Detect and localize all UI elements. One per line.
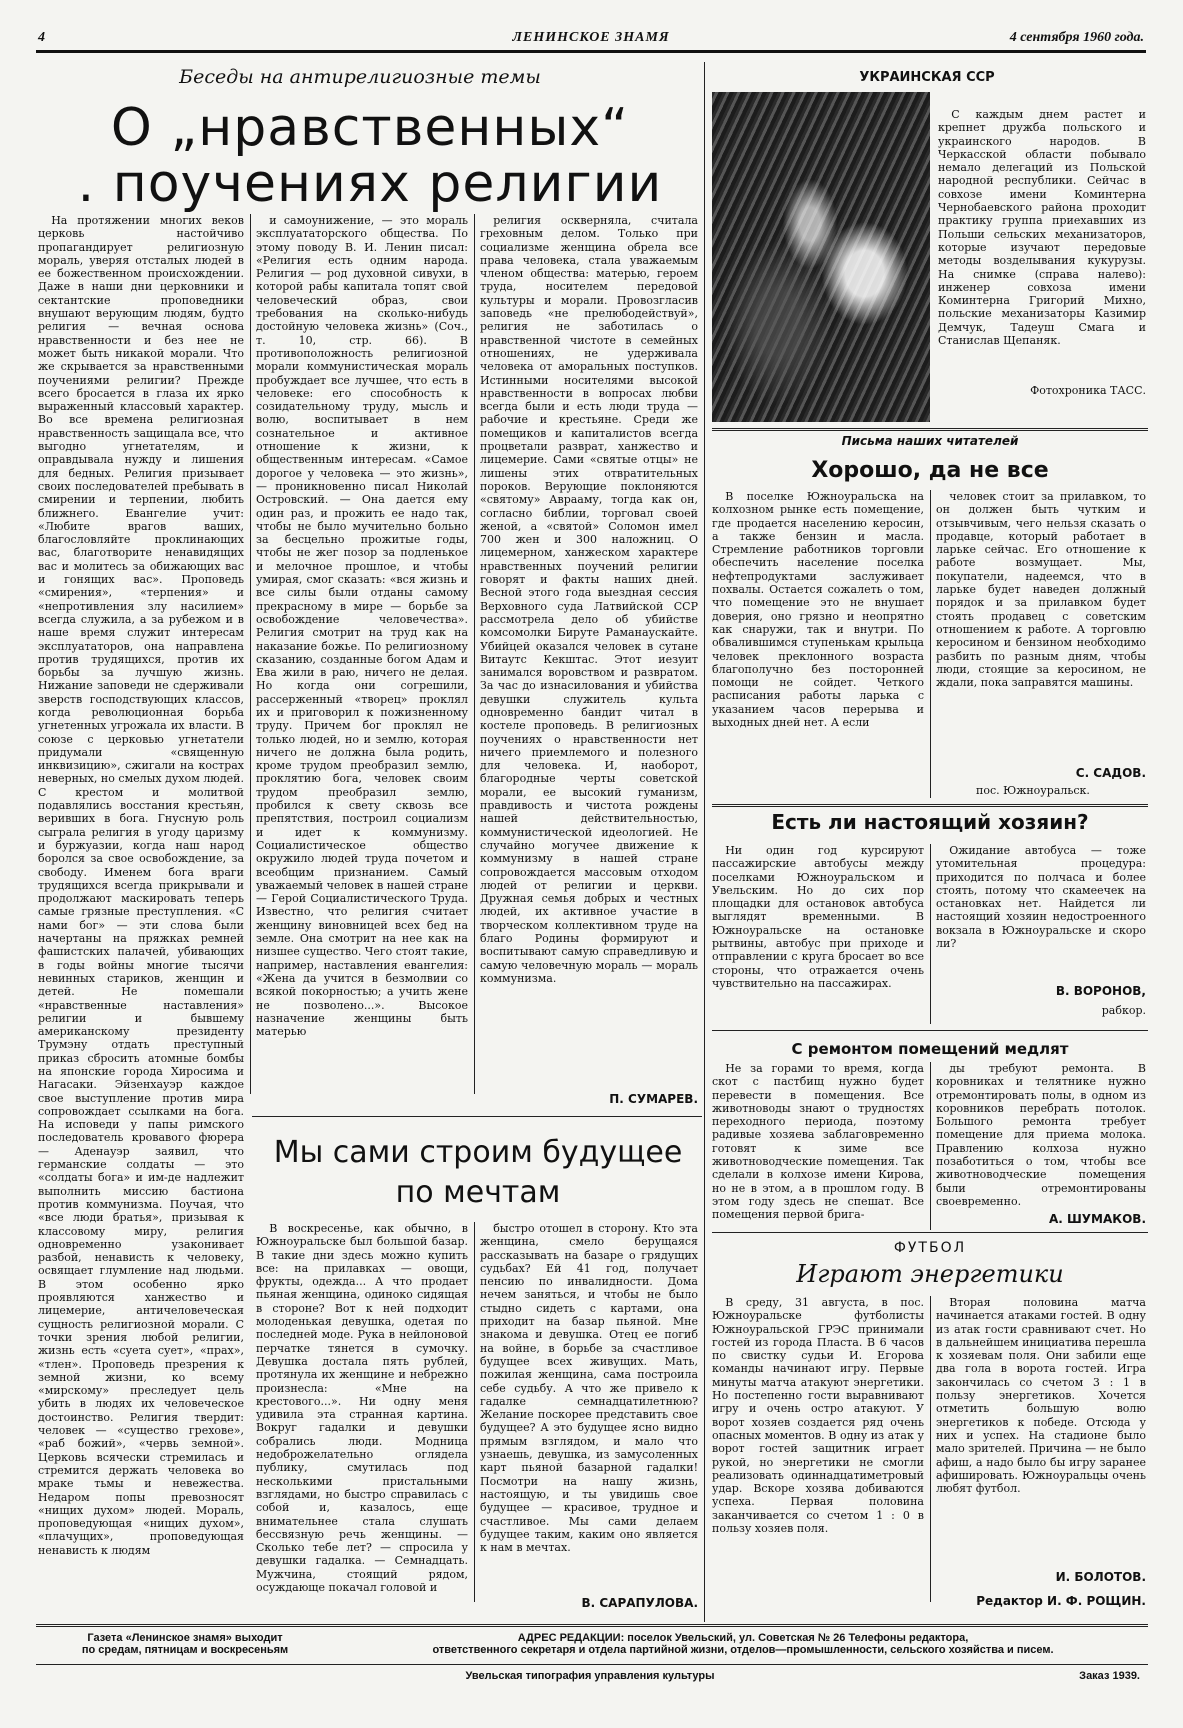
letters-title: Хорошо, да не все: [811, 458, 1049, 483]
football-column-2: [936, 1296, 1146, 1566]
letters-column-2: [936, 490, 1146, 762]
schedule-line-2: по средам, пятницам и воскресеньям: [81, 1644, 289, 1656]
article1-rubric: Беседы на антирелигиозные темы: [179, 66, 541, 88]
photo-caption-text: С каждым днем растет и крепнет дружба польского и украинского народов. В Черкасской области побывало немало делегаций из Польской народной республики. Сейчас в совхозе имени Коминтерна Чернобаевского района проходит практику группа приехавших из Польши сельских механизаторов, которые изучают передовые методы возделывания кукурузы. На снимке (справа налево): инженер совхоза имени Коминтерна Григорий Михно, польские механизаторы Казимир Демчук, Тадеуш Смага и Станислав Щепаняк.: [938, 108, 1146, 348]
footer-address: [340, 1632, 1146, 1656]
article1-title-line2: . поучениях религии: [77, 154, 663, 214]
article1-title-line1: О „нравственных“: [110, 98, 630, 158]
article1-col2-text: и самоунижение, — это мораль эксплуататорского общества. По этому поводу В. И. Ленин писал: «Религия есть одним народа. Религия — род духовной сивухи, в которой рабы капитала топят свой человеческий образ, свои требования на сколько-нибудь достойную человека жизнь» (Соч., т. 10, стр. 66). В противоположность религиозной морали коммунистическая мораль пробуждает все лучшее, что есть в человеке: его способность к созидательному труду, мысль и волю, воспитывает в нем сознательное и активное отношение к жизни, к общественным интересам. «Самое дорогое у человека — это жизнь», — проникновенно писал Николай Островский. — Она дается ему один раз, и прожить ее надо так, чтобы не было мучительно больно за бесцельно прожитые годы, чтобы не жег позор за подленькое и мелочное прошлое, и чтобы умирая, смог сказать: «вся жизнь и все силы были отданы самому прекрасному в мире — борьбе за освобождение человечества». Религия смотрит на труд как на наказание божье. По религиозному сказанию, созданные богом Адам и Ева жили в раю, ничего не делая. Но когда они согрешили, рассерженный «творец» проклял их и приговорил к пожизненному труду. Причем бог проклял не только людей, но и землю, которая ничего не должна была родить, кроме трудом преобразил землю, проклятию бога, человек своим трудом преобразил землю, пробился к свету сквозь все препятствия, построил социализм и идет к коммунизму. Социалистическое общество окружило людей труда почетом и всеобщим признанием. Самый уважаемый человек в нашей стране — Герой Социалистического Труда. Известно, что религия считает женщину виновницей всех бед на земле. Она смотрит на нее как на низшее существо. Чего стоят такие, например, наставления евангелия: «Жена да учится в безмолвии со всякой покорностью; а учить жене не позволено...». Высокое назначение женщины быть матерью: [256, 214, 468, 1039]
footer-rule: [36, 1624, 1148, 1627]
footer-printer: Увельская типография управления культуры: [465, 1670, 715, 1682]
football-rubric: ФУТБОЛ: [893, 1240, 967, 1256]
owner-column-1: [712, 844, 924, 1024]
article2-col1-text: В воскресенье, как обычно, в Южноуральске был большой базар. В такие дни здесь можно купить все: на прилавках — овощи, фрукты, одежда... А что продает пьяная женщина, одиноко сидящая в стороне? Вот к ней подходит молоденькая девушка, одетая по последней моде. Рука в нейлоновой перчатке тянется в сумочку. Девушка достала пять рублей, протянула их женщине и небрежно произнесла: «Мне на крестового...». Ни одну меня удивила эта странная картина. Вокруг гадалки и девушки собрались люди. Модница недоброжелательно оглядела публику, смутилась под несколькими пристальными взглядами, но быстро справилась с собой и, казалось, еще внимательнее стала слушать бессвязную речь женщины. — Сколько тебе лет? — спросила у девушки гадалка. — Семнадцать. Мужчина, стоящий рядом, осуждающе покачал головой и: [256, 1222, 468, 1595]
address-line-1: АДРЕС РЕДАКЦИИ: поселок Увельский, ул. Советская № 26 Телефоны редактора,: [517, 1632, 969, 1644]
article1-col3-text: религия оскверняла, считала греховным делом. Только при социализме женщина обрела все права человека, стала уважаемым членом общества: матерью, героем труда, носителем передовой культуры и морали. Провозгласив заповедь «не прелюбодействуй», религия не заботилась о нравственной чистоте в семейных отношениях, не удерживала человека от аморальных поступков. Истинными носителями высокой нравственности в вопросах любви всегда были и есть люди труда — рабочие и крестьяне. Среди же помещиков и капиталистов всегда процветали разврат, ханжество и лицемерие. Сами «святые отцы» не лишены этих отвратительных пороков. Верующие поклоняются «святому» Аврааму, тогда как он, согласно библии, торговал своей женой, а «святой» Соломон имел 700 жен и 300 наложниц. О лицемерном, ханжеском характере нравственных поучений религии говорят и факты наших дней. Весной этого года выездная сессия Верховного суда Латвийской ССР рассмотрела дело об убийстве комсомолки Бируте Раманаускайте. Убийцей оказался человек в сутане Витаутс Кекштас. Этот иезуит занимался воровством и развратом. За час до изнасилования и убийства девушки служитель культа одновременно бандит читал в костеле проповедь. В религиозных поучениях о нравственности нет ничего приемлемого и полезного для человека. И, наоборот, благородные черты советской морали, ее высокий гуманизм, правдивость и чистота рождены нашей действительностью, коммунистической идеологией. Не случайно могучее движение к коммунизму в нашей стране сопровождается массовым отходом людей от религии и церкви. Дружная семья добрых и честных людей, их активное участие в творческом коллективном труде на благо Родины формируют и воспитывают самую справедливую и самую человечную мораль — мораль коммунизма.: [480, 214, 698, 985]
article2-signature: В. САРАПУЛОВА.: [581, 1596, 698, 1610]
divider: [712, 804, 1148, 807]
divider: [712, 428, 1148, 431]
football-column-1: [712, 1296, 924, 1602]
article1-column-1: [38, 214, 244, 1610]
article2-column-1: [256, 1222, 468, 1604]
footer-schedule: [40, 1632, 330, 1656]
editor-line: Редактор И. Ф. РОЩИН.: [976, 1594, 1146, 1608]
news-photo: [712, 92, 930, 422]
football-col1-text: В среду, 31 августа, в пос. Южноуральске футболисты Южноуральской ГРЭС принимали гостей из города Пласта. В 6 часов по свистку судьи И. Егорова команды начинают игру. Первые минуты матча атакуют энергетики. Но постепенно гости выравнивают игру и очень остро атакуют. У ворот хозяев создается ряд очень опасных моментов. В одну из атак у ворот гостей защитник играет рукой, но энергетики не смогли реализовать одиннадцатиметровый удар. Вскоре хозява добиваются успеха. Первая половина заканчивается со счетом 1 : 0 в пользу хозяев поля.: [712, 1296, 924, 1536]
owner-title: Есть ли настоящий хозяин?: [771, 810, 1089, 834]
region-title: УКРАИНСКАЯ ССР: [859, 70, 995, 85]
letters-column-1: [712, 490, 924, 804]
football-signature: И. БОЛОТОВ.: [1055, 1570, 1146, 1584]
football-col2-text: Вторая половина матча начинается атаками гостей. В одну из атак гости сравнивают счет. Но в дальнейшем инициатива перешла к хозяевам поля. Они забили еще два гола в ворота гостей. Игра закончилась со счетом 3 : 1 в пользу энергетиков. Хочется отметить большую волю энергетиков к победе. Отсюда у них и успех. На стадионе было мало зрителей. Причина — не было афиш, а надо было бы игру заранее афишировать. Южноуральцы очень любят футбол.: [936, 1296, 1146, 1496]
article2-column-2: [480, 1222, 698, 1594]
repair-signature: А. ШУМАКОВ.: [1048, 1212, 1146, 1226]
repair-col1-text: Не за горами то время, когда скот с пастбищ нужно будет перевести в помещения. Все животноводы знают о трудностях переходного периода, поэтому радивые хозяева заблаговременно готовят к зиме все животноводческие помещения. Так сделали в колхозе имени Кирова, но не в этом, а в прошлом году. В этом году здесь не спешат. Все помещения первой брига-: [712, 1062, 924, 1222]
football-title: Играют энергетики: [796, 1260, 1064, 1288]
schedule-line-1: Газета «Ленинское знамя» выходит: [87, 1632, 283, 1644]
article1-column-2: [256, 214, 468, 1110]
article2-title-line2: по мечтам: [395, 1175, 561, 1210]
owner-col1-text: Ни один год курсируют пассажирские автобусы между поселками Южноуральском и Увельским. Но до сих пор площадки для остановок автобуса выглядят временными. В Южноуральске на остановке рытвины, автобус при приходе и отправлении с круга бросает во все стороны, что отражается очень чувствительно на пассажирах.: [712, 844, 924, 990]
issue-date: 4 сентября 1960 года.: [1009, 30, 1144, 45]
column-rule: [930, 844, 931, 1024]
repair-col2-text: ды требуют ремонта. В коровниках и телятнике нужно отремонтировать полы, в одном из коровников перебрать потолок. Большого ремонта требует помещение для приема молока. Правлению колхоза нужно позаботиться о том, чтобы все животноводческие помещения были отремонтированы своевременно.: [936, 1062, 1146, 1208]
letters-rubric: Письма наших читателей: [841, 434, 1019, 448]
owner-col2-text: Ожидание автобуса — тоже утомительная процедура: приходится по полчаса и более стоять, потому что скамеечек на остановках нет. Найдется ли настоящий хозяин недостроенного вокзала в Южноуральске и скоро ли?: [936, 844, 1146, 951]
repair-title: С ремонтом помещений медлят: [791, 1040, 1069, 1058]
article1-column-3: [480, 214, 698, 1084]
article2-top-rule: [252, 1116, 702, 1117]
repair-column-2: [936, 1062, 1146, 1210]
article2-title-line1: Мы сами строим будущее: [273, 1135, 683, 1170]
column-rule: [474, 214, 475, 1094]
page-number: 4: [38, 30, 45, 45]
letters-col2-text: человек стоит за прилавком, то он должен быть чутким и отзывчивым, чего нельзя сказать о продавце, который работает в ларьке сейчас. Его отношение к работе возмущает. Мы, покупатели, надеемся, что в ларьке будет наведен должный порядок и за прилавком будет стоять продавец с советским отношением к работе. А торговлю керосином и бензином необходимо разбить по разным дням, чтобы люди, стоящие за керосином, не ждали, пока заправятся машины.: [936, 490, 1146, 690]
owner-signature: В. ВОРОНОВ,: [1055, 984, 1146, 998]
section-divider: [704, 62, 705, 1622]
column-rule: [930, 1296, 931, 1602]
column-rule: [474, 1222, 475, 1602]
letters-col1-text: В поселке Южноуральска на колхозном рынке есть помещение, где продается населению керосин, а также бензин и масла. Стремление работников торговли обеспечить население поселка нефтепродуктами заслуживает похвалы. Остается сожалеть о том, что помещение это не внушает доверия, оно грязно и неопрятно как снаружи, так и внутри. По обвалившимся ступенькам крыльца человек преклонного возраста благополучно без посторонней помощи не сойдет. Четкого расписания работы ларька с указанием часов перерыва и выходных дней нет. А если: [712, 490, 924, 730]
footer-order: Заказ 1939.: [1079, 1670, 1140, 1682]
owner-role: рабкор.: [1101, 1004, 1146, 1017]
divider: [712, 1232, 1148, 1233]
article1-col1-text: На протяжении многих веков церковь настойчиво пропагандирует религиозную мораль, уверяя отсталых людей в ее божественном происхождении. Даже в наши дни церковники и сектантские проповедники внушают верующим людям, будто религия — вечная основа нравственности и без нее не может быть никакой морали. Что же скрывается за нравственными поучениями религии? Прежде всего бросается в глаза их ярко выраженный классовый характер. Во все времена религиозная нравственность защищала все, что выгодно угнетателям, и оправдывала нужду и лишения для бедных. Религия призывает своих последователей пребывать в смирении и терпении, любить ближнего. Евангелие учит: «Любите врагов ваших, благословляйте проклинающих вас, благотворите ненавидящих вас и молитесь за обижающих вас и гонящих вас». Проповедь «смирения», «терпения» и «непротивления злу насилием» всегда служила, а за рубежом и в наше время служит интересам эксплуататоров, она направлена против трудящихся, против их борьбы за лучшую жизнь. Нижание заповеди не сдерживали зверств господствующих классов, когда революционная борьба угнетенных угрожала их власти. В союзе с церковью угнетатели придумали «священную инквизицию», сжигали на кострах неверных, но смелых духом людей. С крестом и молитвой подавлялись восстания крестьян, веривших в бога. Гнусную роль сыграла религия в угоду царизму и буржуазии, когда наш народ боролся за свое освобождение, за свободу. Именем бога враги трудящихся всегда прикрывали и продолжают маскировать теперь самые грязные преступления. «С нами бог» — эти слова были начертаны на пряжках ремней фашистских палачей, убивающих в годы войны многие тысячи невинных стариков, женщин и детей. Не помешали «нравственные наставления» религии и бывшему американскому президенту Трумэну отдать преступный приказ сбросить атомные бомбы на японские города Хиросима и Нагасаки. Эйзенхауэр каждое свое выступление против мира сопровождает ссылками на бога. На исповеди у папы римского последователь кровавого фюрера — Аденауэр заявил, что германские солдаты — это «солдаты бога» и им-де надлежит выполнить миссию бастиона против коммунизма. Поучая, что «все люди братья», призывая к классовому миру, религия одновременно узаконивает разбой, ненависть к человеку, освящает глумление над людьми. В этом особенно ярко проявляются ханжество и лицемерие, античеловеческая сущность религиозной морали. С точки зрения любой религии, жизнь есть «суета сует», «прах», «тлен». Проповедь презрения к земной жизни, ко всему «мирскому» преследует цель убить в людях их человеческое достоинство. Религия твердит: человек — «существо грехове», «раб божий», «червь земной». Церковь всячески стремилась и стремится держать человека во мраке тьмы и невежества. Недаром попы превозносят «нищих духом» людей. Мораль, проповедующая «нищих духом», «плачущих», проповедующая ненависть к людям: [38, 214, 244, 1557]
paper-name: ЛЕНИНСКОЕ ЗНАМЯ: [512, 30, 670, 45]
repair-column-1: [712, 1062, 924, 1230]
owner-column-2: [936, 844, 1146, 974]
letters-signature: С. САДОВ.: [1075, 766, 1146, 780]
column-rule: [930, 490, 931, 798]
article2-col2-text: быстро отошел в сторону. Кто эта женщина, смело берущаяся рассказывать на базаре о грядущих судьбах? Ей 41 год, получает пенсию по инвалидности. Дома нечем заняться, и чтобы не было стыдно сидеть с картами, она приходит на базар пьяной. Мне знакома и девушка. Отец ее погиб на войне, в борьбе за счастливое будущее всех живущих. Мать, пожилая женщина, сама построила себе судьбу. А что же привело к гадалке семнадцатилетнюю? Желание поскорее представить свое будущее? А это будущее ясно видно прямым взглядом, и мало что узнаешь, девушка, из замусоленных карт пьяной базарной гадалки! Посмотри на нашу жизнь, настоящую, и ты увидишь свое будущее — красивое, трудное и счастливое. Мы сами делаем будущее таким, каким оно является к нам в мечтах.: [480, 1222, 698, 1555]
photo-caption: [938, 108, 1146, 378]
masthead: [36, 28, 1146, 53]
address-line-2: ответственного секретаря и отдела партийной жизни, отделов—промышленности, сельского хозяйства и писем.: [432, 1644, 1054, 1656]
article1-signature: П. СУМАРЕВ.: [609, 1092, 698, 1106]
letters-place: пос. Южноуральск.: [976, 784, 1090, 797]
photo-credit: Фотохроника ТАСС.: [1030, 384, 1146, 397]
column-rule: [250, 214, 251, 1094]
column-rule: [930, 1062, 931, 1230]
footer-rule-2: [36, 1664, 1148, 1665]
divider: [712, 1030, 1148, 1031]
